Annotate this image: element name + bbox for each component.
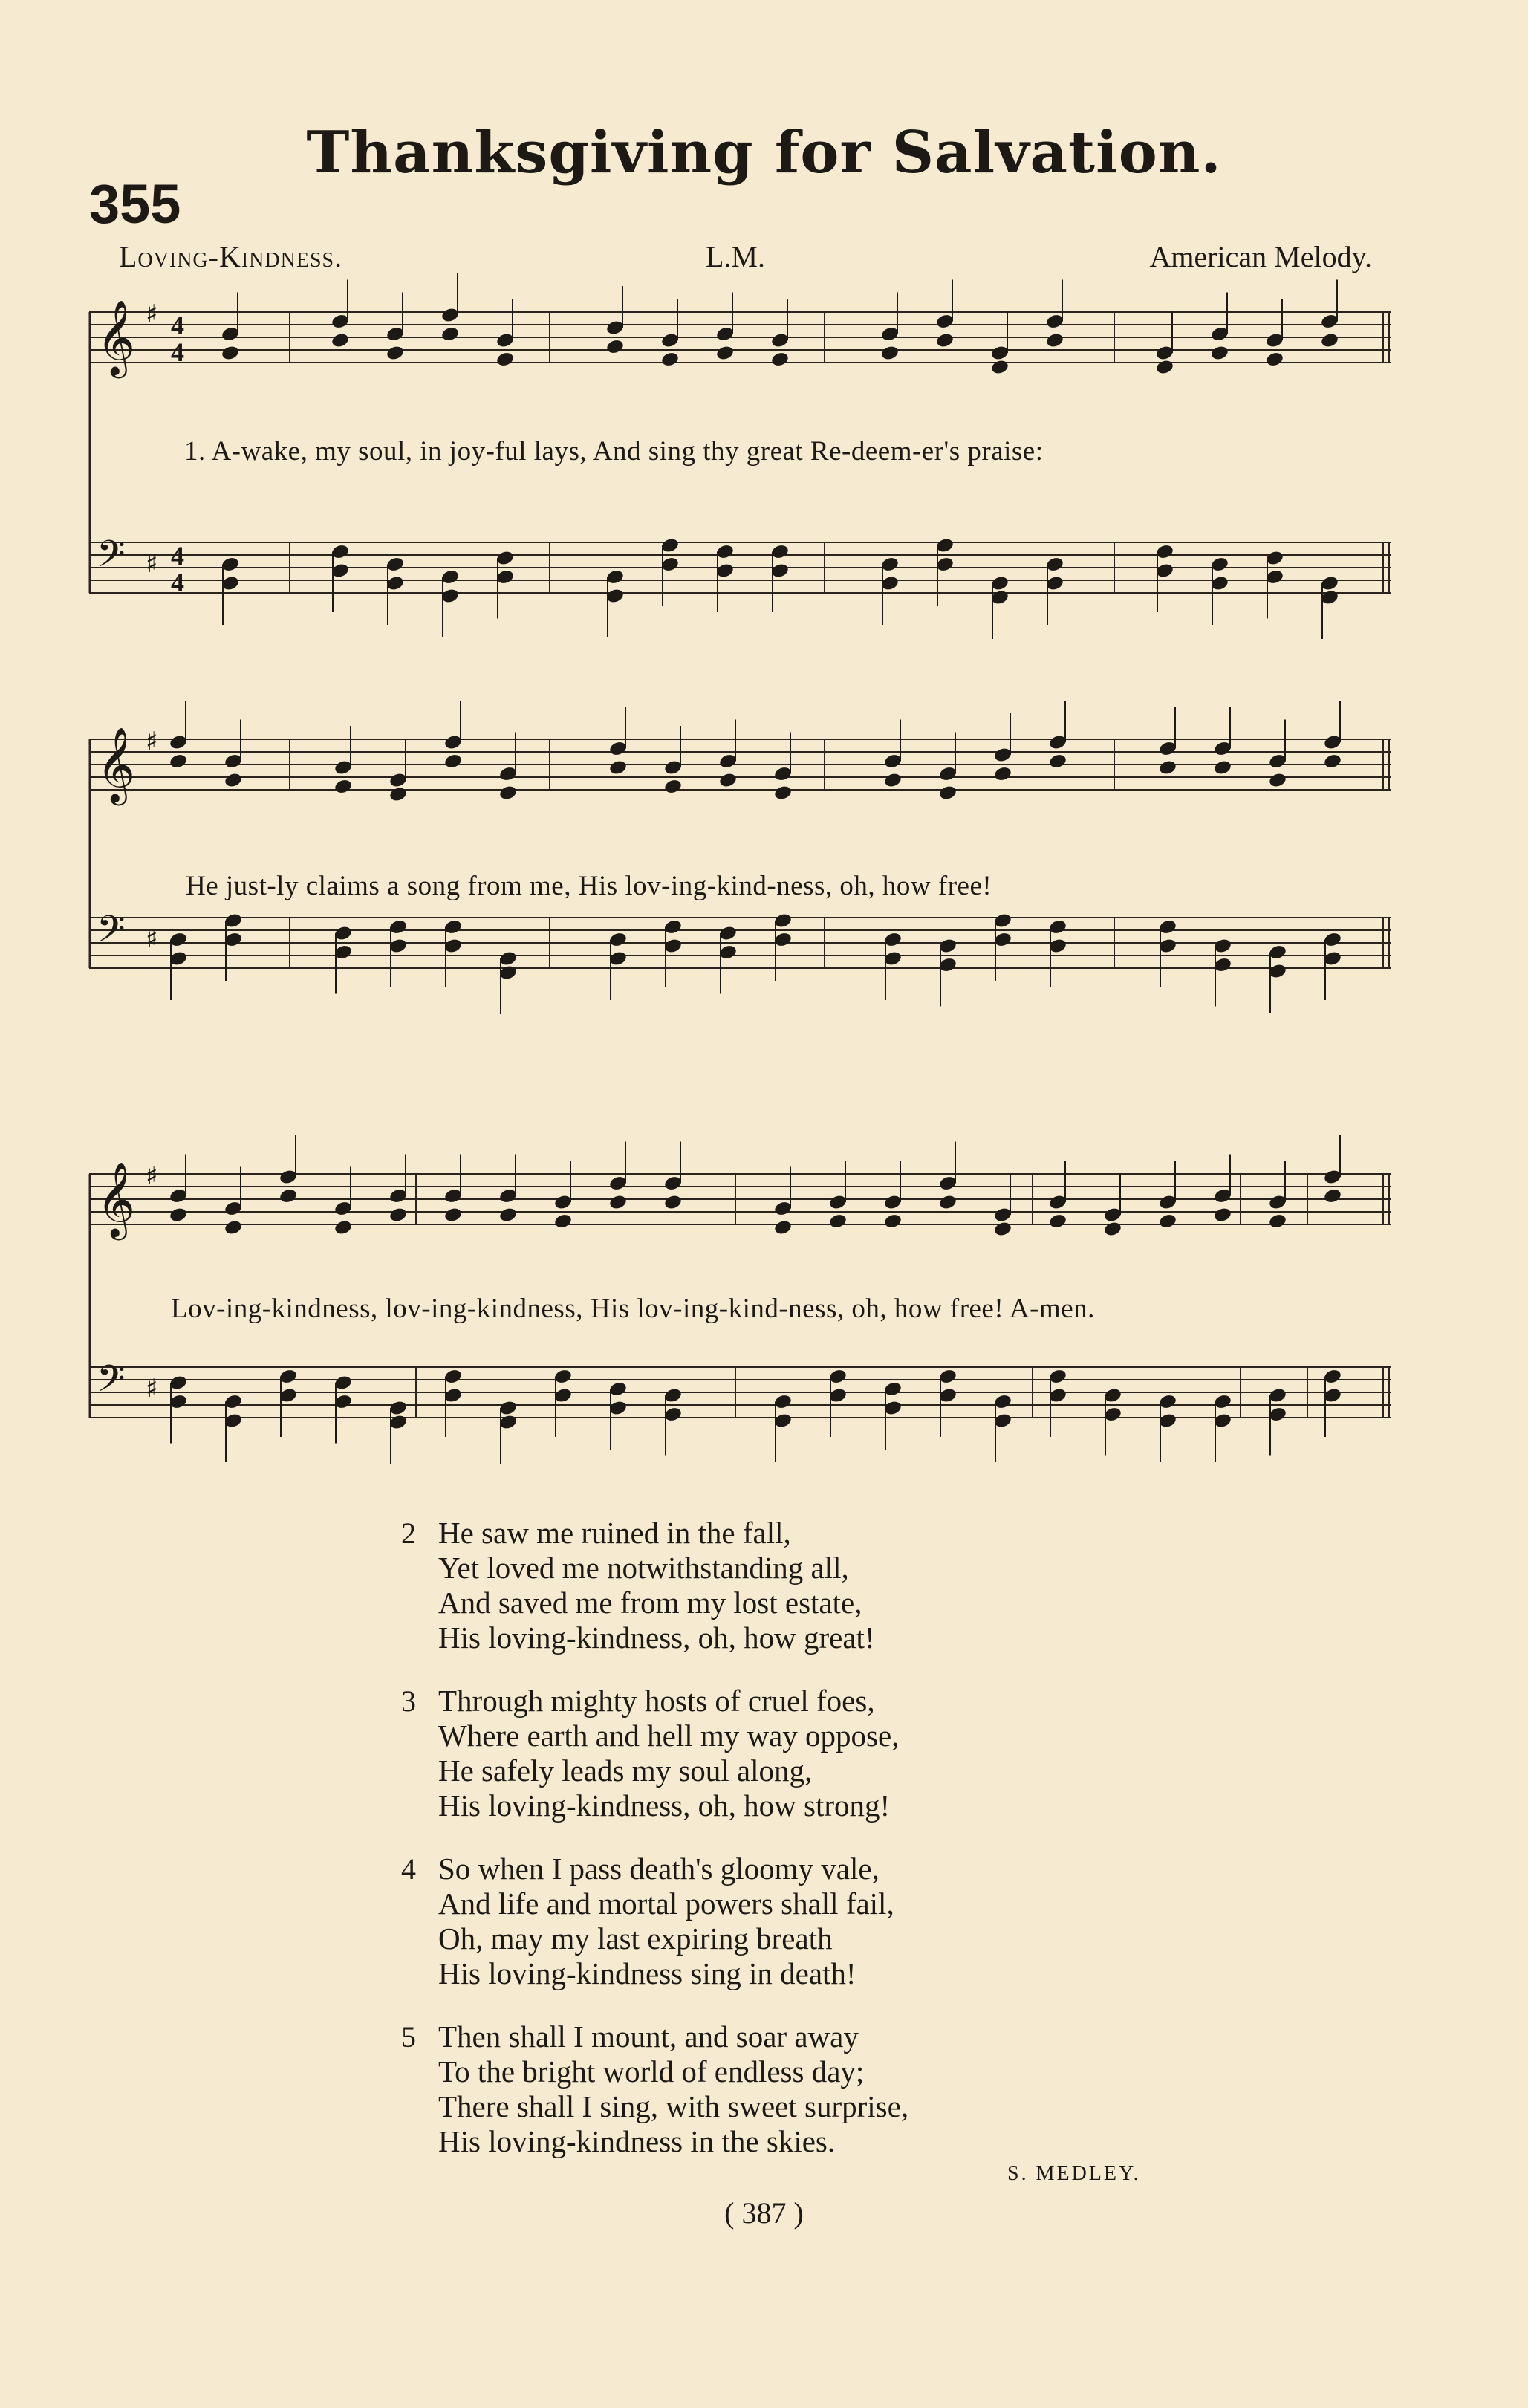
verse-line: Yet loved me notwithstanding all,: [438, 1551, 849, 1585]
music-notation-2: [89, 724, 1391, 1081]
lyrics-line-1: 1. A-wake, my soul, in joy-ful lays, And sing thy great Re-deem-er's praise:: [184, 436, 1044, 467]
tune-name: Loving-Kindness.: [119, 240, 343, 273]
verse-number: 3: [401, 1684, 416, 1718]
note-head: [1265, 351, 1284, 368]
note-head: [1213, 1207, 1232, 1224]
sharp-icon: ♯: [146, 299, 158, 329]
verse-2: [401, 1516, 1218, 1655]
note-head: [553, 1213, 573, 1230]
meter: L.M.: [706, 240, 765, 273]
sharp-icon: ♯: [146, 1374, 158, 1403]
verse-line: He safely leads my soul along,: [438, 1753, 813, 1788]
hymn-title: Thanksgiving for Salvation.: [306, 119, 1222, 186]
note-head: [1320, 332, 1339, 349]
note-head: [1158, 1213, 1177, 1230]
verse-line: His loving-kindness, oh, how great!: [438, 1620, 875, 1655]
sharp-icon: ♯: [146, 727, 158, 756]
verse-line: He saw me ruined in the fall,: [438, 1516, 791, 1550]
note-head: [1268, 772, 1287, 789]
note-head: [1048, 753, 1067, 770]
verse-line: And life and mortal powers shall fail,: [438, 1886, 894, 1921]
music-notation-1: [89, 297, 1391, 654]
note-head: [334, 1219, 353, 1236]
hymn-number: 355: [89, 173, 181, 235]
verse-line: Through mighty hosts of cruel foes,: [438, 1684, 875, 1718]
note-head: [169, 753, 188, 770]
note-head: [440, 325, 460, 343]
time-signature: 4: [171, 541, 184, 571]
verse-number: 5: [401, 2020, 416, 2054]
note-head: [224, 772, 243, 789]
note-head: [880, 345, 900, 362]
note-head: [608, 759, 628, 776]
verse-line: His loving-kindness sing in death!: [438, 1956, 856, 1990]
note-head: [828, 1213, 848, 1230]
note-head: [773, 1219, 793, 1236]
note-head: [1213, 759, 1232, 776]
time-signature: 4: [171, 568, 184, 597]
sharp-icon: ♯: [146, 924, 158, 954]
verse-line: Where earth and hell my way oppose,: [438, 1719, 900, 1753]
music-notation-3: [89, 1159, 1391, 1516]
note-head: [498, 1207, 518, 1224]
verse-4: [401, 1852, 1218, 1991]
bass-clef-icon: 𝄢: [97, 1357, 126, 1409]
note-head: [990, 359, 1010, 376]
note-head: [663, 1194, 683, 1211]
sharp-icon: ♯: [146, 549, 158, 579]
note-head: [1048, 1213, 1067, 1230]
note-head: [279, 1187, 298, 1204]
time-signature: 4: [171, 311, 184, 340]
bass-clef-icon: 𝄢: [97, 533, 126, 585]
note-head: [715, 345, 735, 362]
note-head: [883, 772, 903, 789]
verse-line: His loving-kindness in the skies.: [438, 2124, 836, 2158]
note-head: [605, 338, 625, 355]
note-head: [663, 778, 683, 795]
note-head: [770, 351, 790, 368]
note-head: [221, 345, 240, 362]
verse-line: So when I pass death's gloomy vale,: [438, 1852, 880, 1886]
note-head: [1268, 1213, 1287, 1230]
note-head: [660, 351, 680, 368]
note-head: [334, 778, 353, 795]
verse-line: There shall I sing, with sweet surprise,: [438, 2089, 909, 2123]
verse-line: And saved me from my lost estate,: [438, 1586, 862, 1620]
note-head: [608, 1194, 628, 1211]
lyrics-line-2: He just-ly claims a song from me, His lov-ing-kind-ness, oh, how free!: [186, 871, 992, 901]
note-head: [1103, 1221, 1122, 1238]
music-system-1: [89, 297, 1391, 654]
note-head: [993, 1221, 1012, 1238]
note-head: [938, 1194, 958, 1211]
note-head: [1323, 753, 1342, 770]
time-signature: 4: [171, 337, 184, 367]
treble-clef-icon: 𝄞: [97, 726, 136, 802]
note-head: [388, 786, 408, 803]
note-head: [718, 772, 738, 789]
treble-clef-icon: 𝄞: [97, 299, 136, 375]
note-head: [883, 1213, 903, 1230]
verse-number: 2: [401, 1516, 416, 1550]
note-head: [224, 1219, 243, 1236]
verses: [401, 1516, 1218, 2187]
sharp-icon: ♯: [146, 1161, 158, 1191]
verse-3: [401, 1684, 1218, 1823]
page-number: ( 387 ): [724, 2196, 804, 2230]
note-head: [773, 785, 793, 802]
lyrics-line-3: Lov-ing-kindness, lov-ing-kindness, His lov-ing-kind-ness, oh, how free! A-men.: [171, 1294, 1095, 1324]
note-head: [1158, 759, 1177, 776]
verse-number: 4: [401, 1852, 416, 1886]
author: S. MEDLEY.: [1007, 2162, 1141, 2185]
note-head: [388, 1207, 408, 1224]
composer: American Melody.: [1149, 240, 1372, 273]
note-head: [498, 785, 518, 802]
note-head: [169, 1207, 188, 1224]
note-head: [938, 785, 958, 802]
note-head: [1323, 1187, 1342, 1204]
bass-clef-icon: 𝄢: [97, 908, 126, 960]
verse-line: Oh, may my last expiring breath: [438, 1921, 833, 1956]
note-head: [443, 753, 463, 770]
note-head: [495, 351, 515, 368]
note-head: [443, 1207, 463, 1224]
treble-clef-icon: 𝄞: [97, 1161, 136, 1237]
verse-line: Then shall I mount, and soar away: [438, 2019, 859, 2054]
note-head: [935, 332, 955, 349]
verse-line: To the bright world of endless day;: [438, 2054, 865, 2089]
note-head: [1155, 359, 1174, 376]
verse-line: His loving-kindness, oh, how strong!: [438, 1788, 891, 1823]
note-head: [386, 345, 405, 362]
note-head: [993, 765, 1012, 782]
note-head: [1210, 345, 1229, 362]
note-head: [1045, 332, 1064, 349]
music-system-2: [89, 724, 1391, 1081]
music-system-3: [89, 1159, 1391, 1516]
note-head: [331, 332, 350, 349]
tune-info: [119, 239, 1372, 276]
verse-5: [401, 2019, 1218, 2159]
